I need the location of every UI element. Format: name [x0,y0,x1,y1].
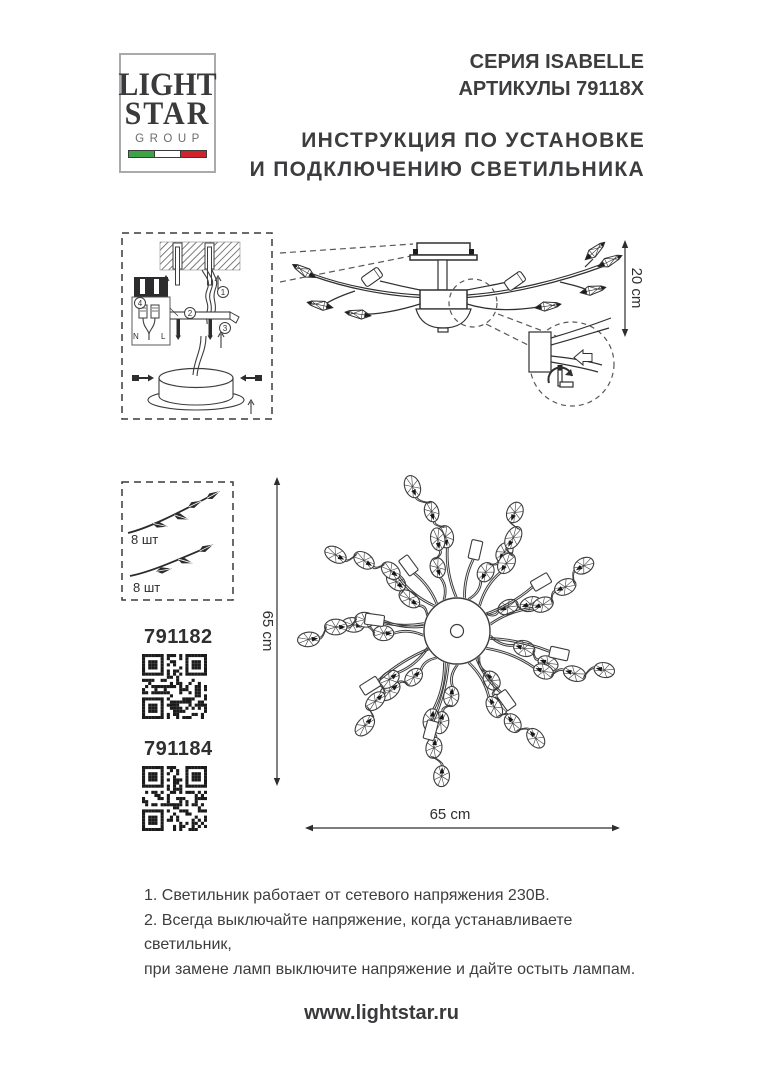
up-arrow-icon [248,400,254,414]
series-title: СЕРИЯ ISABELLE [469,51,644,73]
top-view-diagram [250,455,670,850]
callout-1 [218,287,229,298]
ceiling-hatch [160,242,240,270]
instruction-line-2: И ПОДКЛЮЧЕНИЮ СВЕТИЛЬНИКА [249,158,645,181]
long-branch [128,488,222,533]
leader-dashed [280,244,413,253]
anchor-left [173,243,182,285]
anchor-right [205,243,214,285]
side-view-diagram [280,218,663,448]
crystal [344,308,371,321]
zoom-leader [486,324,534,348]
lightstar-logo [119,53,216,173]
branch-qty-long: 8 шт [131,532,159,547]
crystal [534,300,561,313]
bracket-tab [230,312,239,323]
hex-key-icon [548,367,573,387]
instruction-line-1: ИНСТРУКЦИЯ ПО УСТАНОВКЕ [301,129,645,152]
article-number-1: 791182 [144,626,213,648]
svg-text:2: 2 [187,309,193,318]
note-line-1: 1. Светильник работает от сетевого напряжения 230В. [144,887,550,904]
crystal [579,283,606,297]
diameter-width-label: 65 cm [429,806,471,823]
ceiling-mount [410,243,477,290]
lamp-holder [361,267,384,287]
callout-4 [135,298,146,309]
vertical-dimension [259,477,280,786]
website-url: www.lightstar.ru [304,1002,459,1024]
spare-branches-box [118,476,238,606]
callout-3 [220,323,231,334]
insert-arrow-icon [574,350,592,365]
callout-2 [185,308,196,319]
canopy-cup [148,336,244,410]
mounting-bracket [162,312,230,319]
qr-code-1 [142,654,207,719]
wire-live-label: L [161,332,166,341]
branch-qty-short: 8 шт [133,580,161,595]
article-number-2: 791184 [144,738,213,760]
inset-ceiling-detail [134,277,168,297]
italian-flag-icon [129,150,207,158]
up-arrow-icon [218,332,224,348]
flag-white [154,150,181,158]
articles-line: АРТИКУЛЫ 79118X [458,78,644,100]
horizontal-dimension [305,806,620,831]
logo-text-group: GROUP [135,133,205,145]
crystal [290,261,317,282]
flag-green [128,150,155,158]
svg-text:1: 1 [220,288,226,297]
wiring-diagram [118,228,278,424]
side-screw-left [132,375,154,382]
side-screw-right [240,375,262,382]
flag-red [180,150,207,158]
note-line-2: 2. Всегда выключайте напряжение, когда устанавливаете светильник, [144,911,573,953]
detail-inset [529,318,611,387]
lamp-holder [504,271,527,291]
logo-text-star: STAR [124,95,211,132]
logo-text-light: LIGHT [118,66,217,103]
safety-notes [144,884,664,982]
qr-code-2 [142,766,207,831]
center-hole [451,625,464,638]
crystal [306,298,333,312]
height-dimension [622,240,645,337]
central-body [416,290,471,332]
mount-height-label: 20 cm [628,267,645,309]
svg-text:3: 3 [222,324,228,333]
wire-neutral-label: N [133,332,139,341]
note-line-3: при замене ламп выключите напряжение и дайте остыть лампам. [144,960,636,978]
svg-text:4: 4 [137,299,143,308]
instruction-title [250,126,645,184]
series-header [458,49,644,103]
diameter-height-label: 65 cm [259,610,276,652]
